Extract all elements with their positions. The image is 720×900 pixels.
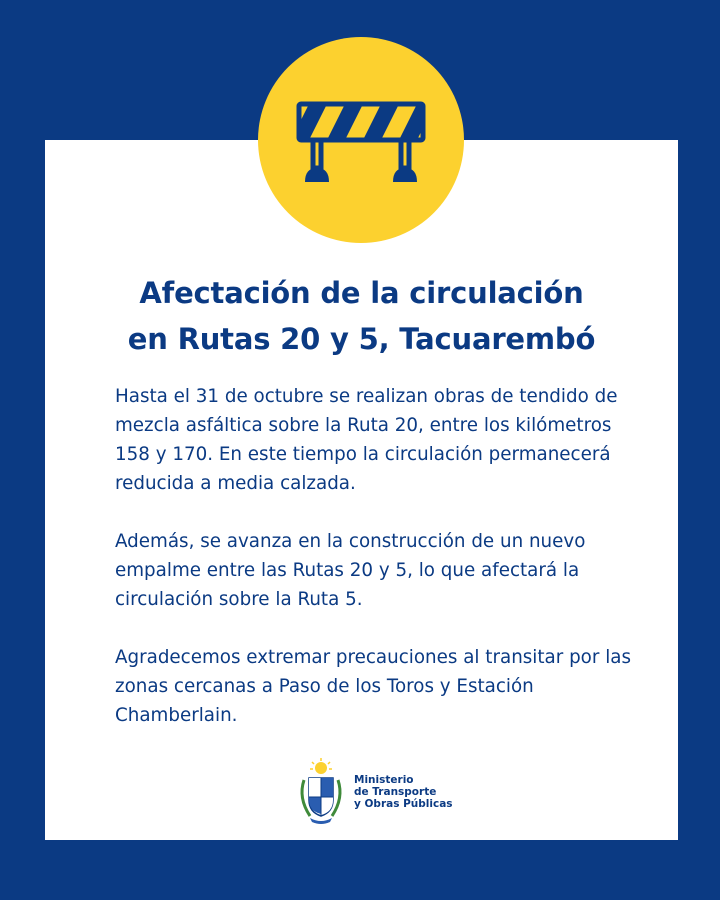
- ministry-name: [354, 774, 453, 810]
- road-barrier-icon: [291, 90, 431, 190]
- icon-badge: [258, 37, 464, 243]
- paragraph-junction: Además, se avanza en la construcción de un nuevo empalme entre las Rutas 20 y 5, lo que afectará la circulación sobre la Ruta 5.: [115, 531, 586, 610]
- title-line-2: en Rutas 20 y 5, Tacuarembó: [127, 322, 596, 356]
- announcement-body: [115, 382, 635, 759]
- ministry-logo: [296, 758, 453, 826]
- ministry-name-line-1: Ministerio: [354, 774, 414, 786]
- ministry-name-line-2: de Transporte: [354, 786, 437, 798]
- coat-of-arms-icon: [296, 758, 346, 826]
- page-title: [45, 270, 678, 362]
- ministry-name-line-3: y Obras Públicas: [354, 798, 453, 810]
- title-line-1: Afectación de la circulación: [139, 276, 584, 310]
- paragraph-precautions: Agradecemos extremar precauciones al transitar por las zonas cercanas a Paso de los Toros y Estación Chamberlain.: [115, 647, 631, 726]
- paragraph-dates: Hasta el 31 de octubre se realizan obras de tendido de mezcla asfáltica sobre la Ruta 20, entre los kilómetros 158 y 170. En este tiempo la circulación permanecerá reducida a media calzada.: [115, 386, 618, 494]
